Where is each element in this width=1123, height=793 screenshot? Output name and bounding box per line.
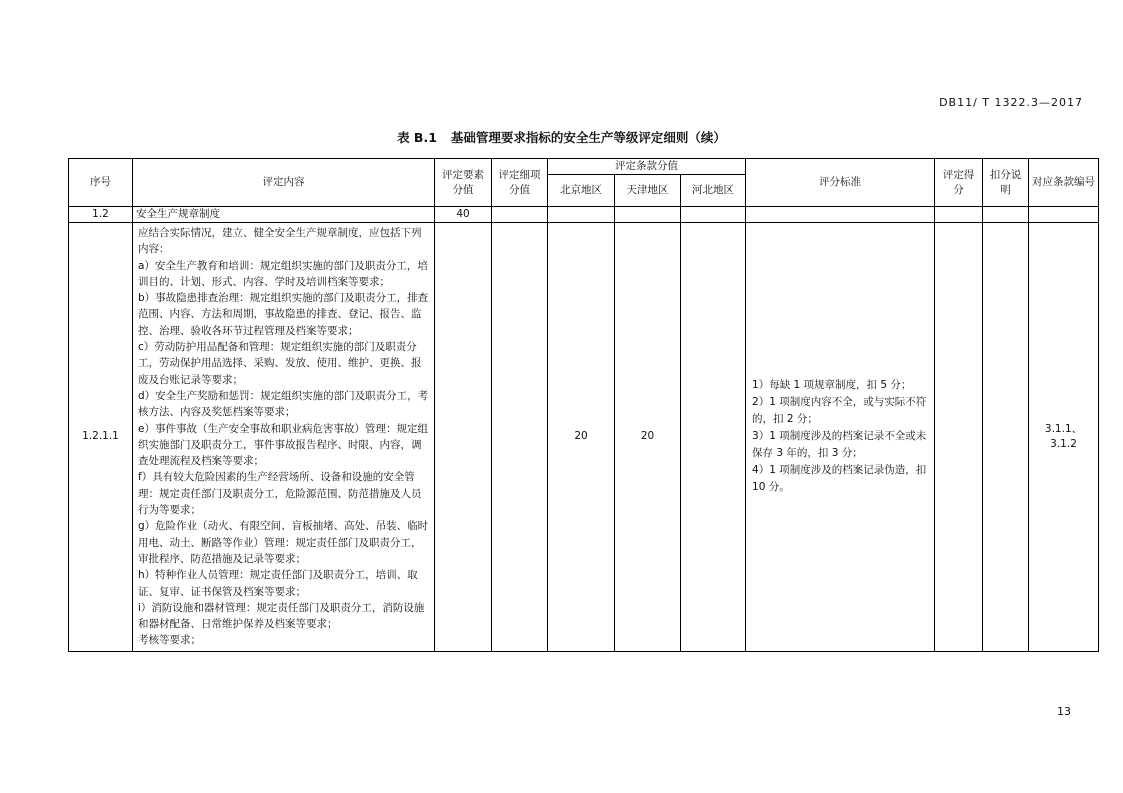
table-caption-label: 表 B.1 — [397, 130, 437, 145]
col-header-beijing: 北京地区 — [548, 175, 615, 207]
content-line: d）安全生产奖励和惩罚：规定组织实施的部门及职责分工，考核方法、内容及奖惩档案等要求； — [138, 389, 429, 419]
col-header-tianjin: 天津地区 — [615, 175, 681, 207]
content-line: b）事故隐患排查治理：规定组织实施的部门及职责分工，排查范围、内容、方法和周期，事故隐患的排查、登记、报告、监控、治理、验收各环节过程管理及档案等要求； — [138, 292, 429, 337]
row-beijing-score: 20 — [548, 223, 615, 652]
col-header-clause-score: 评定条款分值 — [548, 159, 746, 175]
row-ref: 3.1.1、3.1.2 — [1029, 223, 1099, 652]
criteria-line: 4）1 项制度涉及的档案记录伪造，扣 10 分。 — [752, 464, 927, 494]
content-line: e）事件事故（生产安全事故和职业病危害事故）管理：规定组织实施部门及职责分工，事件事故报告程序、时限、内容，调查处理流程及档案等要求； — [138, 422, 428, 468]
row-seq: 1.2 — [69, 207, 133, 223]
table-row — [69, 207, 1099, 223]
table-row — [69, 223, 1099, 652]
row-tianjin-score: 20 — [615, 223, 681, 652]
col-header-content: 评定内容 — [133, 159, 435, 207]
col-header-ref: 对应条款编号 — [1029, 159, 1099, 207]
col-header-eval-score: 评定得分 — [935, 159, 983, 207]
row-content — [133, 223, 435, 652]
criteria-line: 1）每缺 1 项规章制度，扣 5 分； — [752, 379, 912, 392]
content-line: 应结合实际情况，建立、健全安全生产规章制度，应包括下列内容： — [138, 227, 422, 256]
row-criteria — [746, 223, 935, 652]
document-code: DB11/ T 1322.3—2017 — [939, 96, 1083, 109]
row-content: 安全生产规章制度 — [133, 207, 435, 223]
table-title — [0, 128, 1123, 146]
col-header-deduct: 扣分说明 — [983, 159, 1029, 207]
row-element-score: 40 — [435, 207, 492, 223]
row-seq: 1.2.1.1 — [69, 223, 133, 652]
content-line: 考核等要求； — [138, 634, 201, 647]
col-header-criteria: 评分标准 — [746, 159, 935, 207]
evaluation-table — [68, 158, 1099, 652]
row-hebei-score — [681, 223, 746, 652]
col-header-element-score: 评定要素分值 — [435, 159, 492, 207]
col-header-seq: 序号 — [69, 159, 133, 207]
criteria-line: 3）1 项制度涉及的档案记录不全或未保存 3 年的，扣 3 分； — [752, 430, 927, 460]
content-line: f）具有较大危险因素的生产经营场所、设备和设施的安全管理：规定责任部门及职责分工，危险源范围、防范措施及人员行为等要求； — [138, 471, 422, 517]
content-line: i）消防设施和器材管理：规定责任部门及职责分工，消防设施和器材配备、日常维护保养及档案等要求； — [138, 601, 425, 631]
page-number: 13 — [1057, 705, 1071, 718]
col-header-item-score: 评定细项分值 — [492, 159, 548, 207]
content-line: h）特种作业人员管理：规定责任部门及职责分工，培训、取证、复审、证书保管及档案等要求； — [138, 569, 418, 598]
content-line: a）安全生产教育和培训：规定组织实施的部门及职责分工，培训目的、计划、形式、内容、学时及培训档案等要求； — [138, 259, 428, 288]
content-line: g）危险作业（动火、有限空间、盲板抽堵、高处、吊装、临时用电、动土、断路等作业）管理：规定责任部门及职责分工，审批程序、防范措施及记录等要求； — [138, 520, 429, 565]
criteria-line: 2）1 项制度内容不全，或与实际不符的，扣 2 分； — [752, 396, 927, 426]
col-header-hebei: 河北地区 — [681, 175, 746, 207]
content-line: c）劳动防护用品配备和管理：规定组织实施的部门及职责分工，劳动保护用品选择、采购、发放、使用、维护、更换、报废及台账记录等要求； — [138, 341, 422, 386]
table-caption-text: 基础管理要求指标的安全生产等级评定细则（续） — [450, 130, 726, 145]
